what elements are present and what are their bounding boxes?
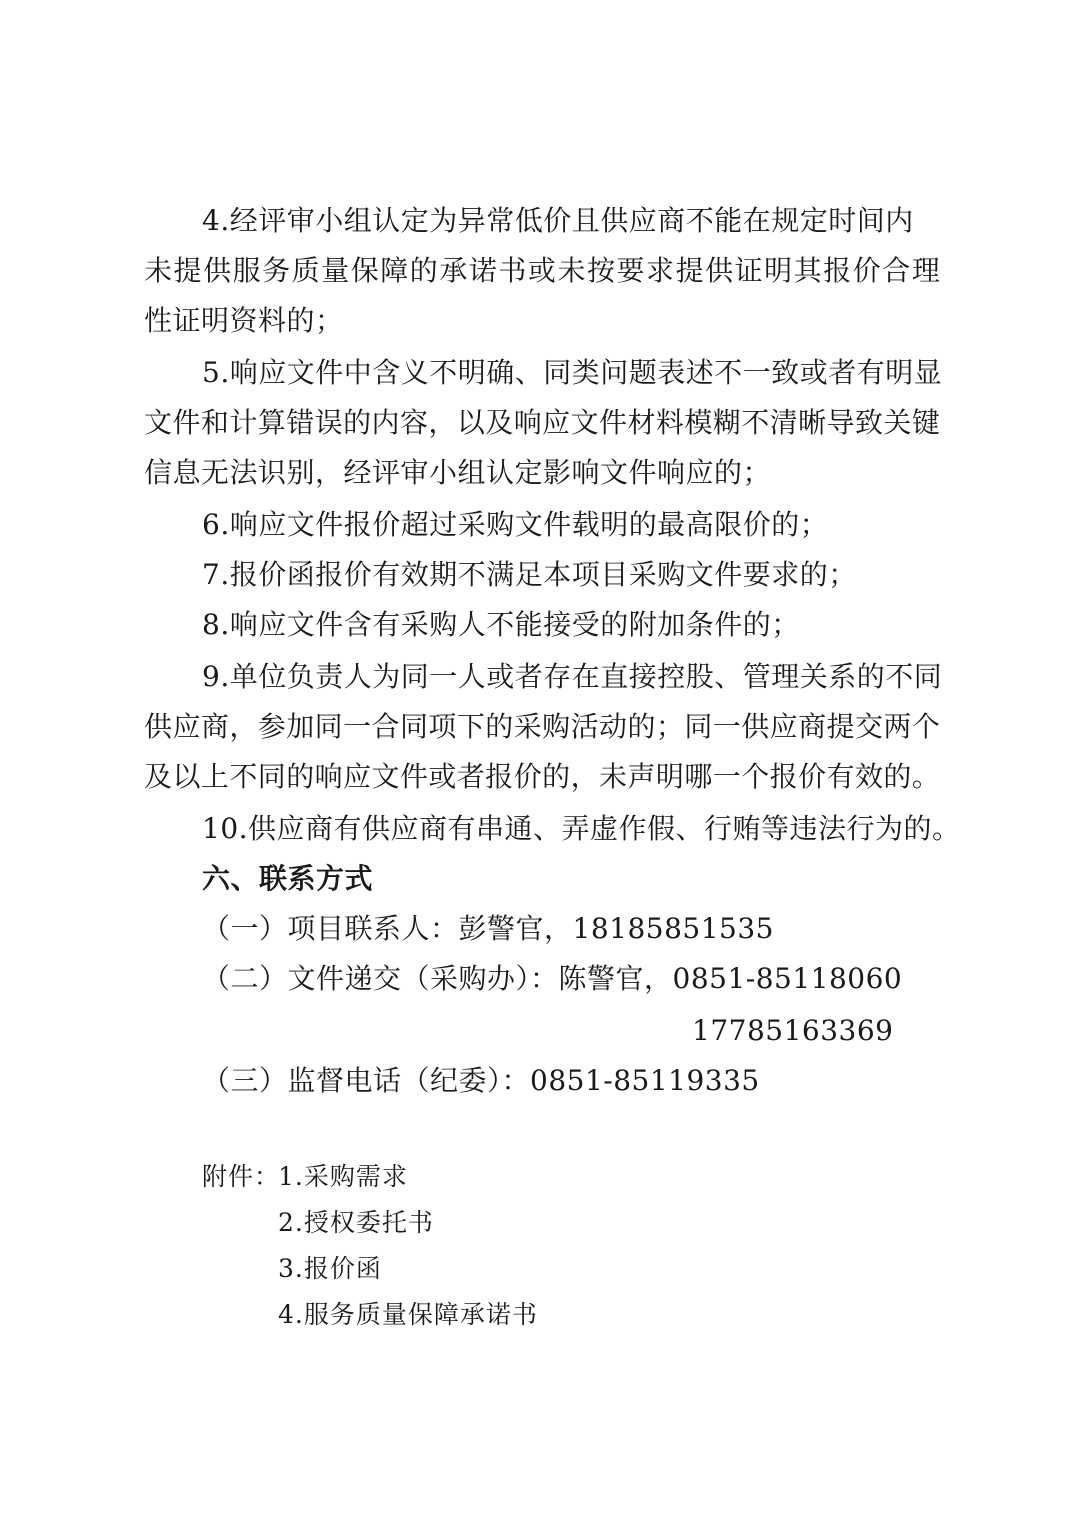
submission-contact-phone-2: 17785163369 xyxy=(692,1014,894,1047)
attachment-item: 4.服务质量保障承诺书 xyxy=(278,1300,538,1329)
attachment-item: 3.报价函 xyxy=(278,1254,382,1283)
item-5-line-1: 5.响应文件中含义不明确、同类问题表述不一致或者有明显 xyxy=(202,356,943,389)
item-9-line-2: 供 应 商 ， 参 加 同 一 合 同 项 下 的 采 购 活 动 的 ； 同 一 供 应 商 提 交 两 个 xyxy=(144,710,940,743)
item-5-line-2: 文 件 和 计 算 错 误 的 内 容 ， 以 及 响 应 文 件 材 料 模 糊 不 清 晰 导 致 关 键 xyxy=(144,406,940,439)
item-9-line-3: 及 以 上 不 同 的 响 应 文 件 或 者 报 价 的 ， 未 声 明 哪 一 个 报 价 有 效 的 。 xyxy=(144,760,940,793)
item-9-line-1: 9.单位负责人为同一人或者存在直接控股、管理关系的不同 xyxy=(202,660,943,693)
supervision-phone: （三）监督电话（纪委）：0851-85119335 xyxy=(202,1064,760,1097)
attachments-label: 附件： xyxy=(202,1162,281,1191)
project-contact: （一）项目联系人：彭警官，18185851535 xyxy=(202,912,774,945)
item-7: 7.报价函报价有效期不满足本项目采购文件要求的； xyxy=(202,558,857,591)
item-5-line-3: 信息无法识别，经评审小组认定影响文件响应的； xyxy=(144,456,772,489)
item-6: 6.响应文件报价超过采购文件载明的最高限价的； xyxy=(202,508,829,541)
submission-contact: （二）文件递交（采购办）：陈警官，0851-85118060 xyxy=(202,962,903,995)
item-4-line-1: 4.经评审小组认定为异常低价且供应商不能在规定时间内 xyxy=(202,204,914,237)
item-4-line-3: 性证明资料的； xyxy=(144,304,344,337)
item-8: 8.响应文件含有采购人不能接受的附加条件的； xyxy=(202,608,800,641)
attachment-item: 2.授权委托书 xyxy=(278,1208,434,1237)
attachment-item: 1.采购需求 xyxy=(278,1162,408,1191)
item-4-line-2: 未 提 供 服 务 质 量 保 障 的 承 诺 书 或 未 按 要 求 提 供 证 明 其 报 价 合 理 xyxy=(144,254,940,287)
contact-heading: 六、联系方式 xyxy=(202,862,374,895)
item-10: 10.供应商有供应商有串通、弄虚作假、行贿等违法行为的。 xyxy=(202,812,961,845)
